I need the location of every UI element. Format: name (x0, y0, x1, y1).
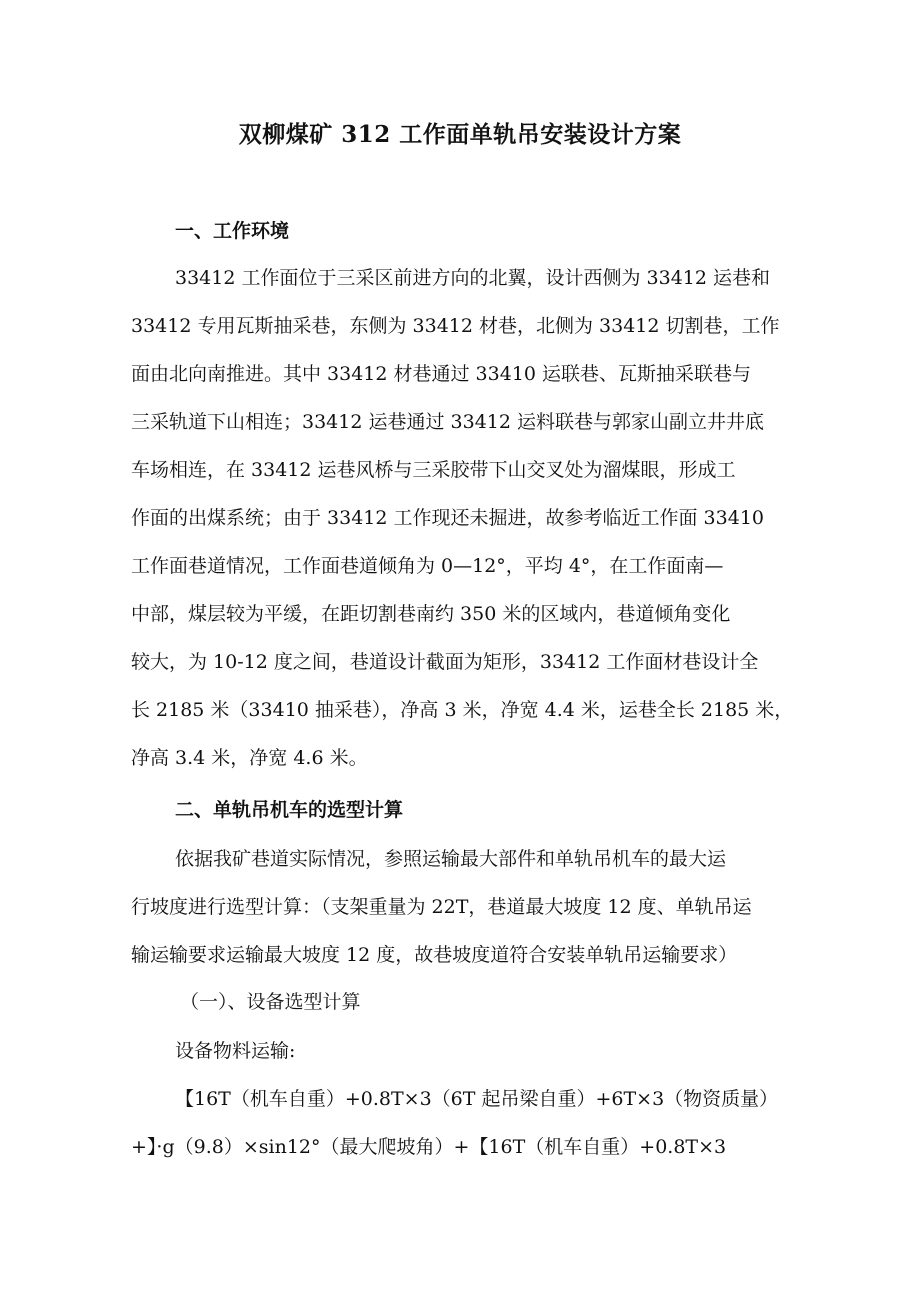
paragraph-line: 工作面巷道情况，工作面巷道倾角为 0—12°，平均 4°，在工作面南— (131, 555, 724, 577)
paragraph-line: 净高 3.4 米，净宽 4.6 米。 (131, 747, 368, 769)
paragraph-line: 依据我矿巷道实际情况，参照运输最大部件和单轨吊机车的最大运 (175, 848, 727, 870)
paragraph-line: 输运输要求运输最大坡度 12 度，故巷坡度道符合安装单轨吊运输要求） (131, 944, 738, 966)
paragraph-line: 三采轨道下山相连；33412 运巷通过 33412 运料联巷与郭家山副立井井底 (131, 411, 765, 433)
section-heading-selection-calculation: 二、单轨吊机车的选型计算 (175, 799, 404, 821)
section-heading-work-environment: 一、工作环境 (175, 220, 290, 242)
paragraph-line: 作面的出煤系统；由于 33412 工作现还未掘进，故参考临近工作面 33410 (131, 507, 765, 529)
material-transport-label: 设备物料运输: (175, 1040, 296, 1062)
paragraph-line: 中部，煤层较为平缓，在距切割巷南约 350 米的区域内，巷道倾角变化 (131, 603, 731, 625)
paragraph-line: 行坡度进行选型计算：（支架重量为 22T，巷道最大坡度 12 度、单轨吊运 (131, 896, 752, 918)
formula-line: +】·g（9.8）×sin12°（最大爬坡角）+【16T（机车自重）+0.8T×3 (131, 1136, 727, 1158)
paragraph-line: 面由北向南推进。其中 33412 材巷通过 33410 运联巷、瓦斯抽采联巷与 (131, 363, 752, 385)
paragraph-line: 33412 工作面位于三采区前进方向的北翼，设计西侧为 33412 运巷和 (175, 267, 771, 289)
subsection-heading: （一）、设备选型计算 (180, 991, 361, 1013)
document-title: 双柳煤矿 312 工作面单轨吊安装设计方案 (238, 121, 682, 148)
paragraph-line: 长 2185 米（33410 抽采巷），净高 3 米，净宽 4.4 米，运巷全长 2185 米， (131, 699, 794, 721)
paragraph-line: 33412 专用瓦斯抽采巷，东侧为 33412 材巷，北侧为 33412 切割巷，工作 (131, 315, 780, 337)
paragraph-line: 较大，为 10-12 度之间，巷道设计截面为矩形，33412 工作面材巷设计全 (131, 651, 759, 673)
formula-line: 【16T（机车自重）+0.8T×3（6T 起吊梁自重）+6T×3（物资质量） (175, 1088, 779, 1110)
paragraph-line: 车场相连，在 33412 运巷风桥与三采胶带下山交叉处为溜煤眼，形成工 (131, 459, 736, 481)
